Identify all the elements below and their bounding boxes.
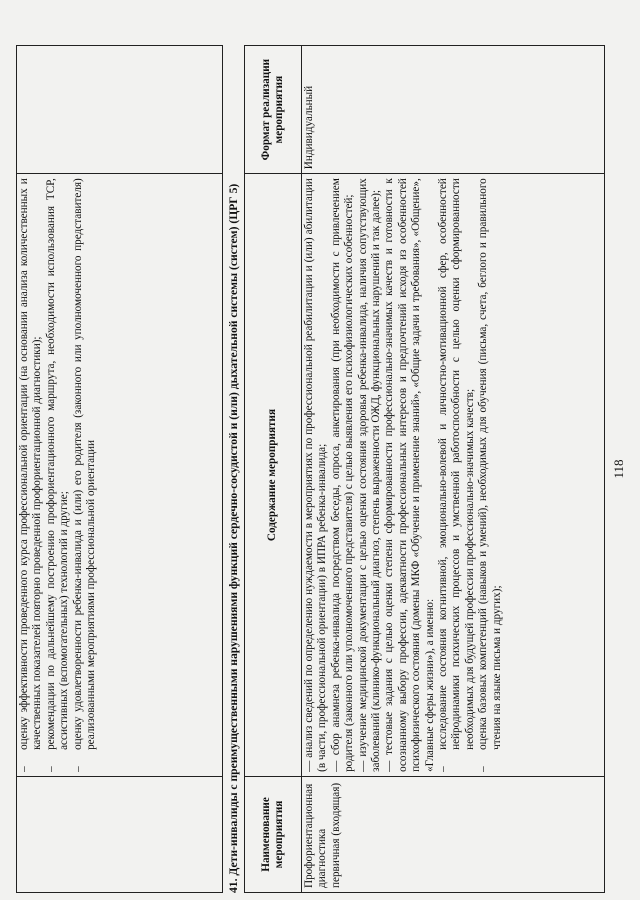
continued-format-cell bbox=[17, 46, 223, 174]
content-paragraph: — анализ сведений по определению нуждаемости в мероприятиях по профессиональной реабилитации и (или) абилитации (в части, профессиональной ориентации) в ИПРА ребенка-инвалида; bbox=[303, 178, 329, 772]
continued-item: – оценку эффективности проведенного курса профессиональной ориентации (на основании анализа количественных и качественных показателей повторно проведенной профориентационной диагностики); bbox=[18, 178, 44, 772]
continued-table bbox=[16, 45, 223, 893]
activity-table bbox=[244, 45, 605, 893]
sub-item: – исследование состояния когнитивной, эмоционально-волевой и личностно-мотивационной сфер, особенностей нейродинамики психических процессов и умственной работоспособности с целью оценки сформированности необходимых для будущей профессии профессионально-значимых качеств; bbox=[437, 178, 476, 772]
continued-item: – рекомендации по дальнейшему построению профориентационного маршрута, необходимости использования ТСР, ассистивных (вспомогательных) технологий и другие; bbox=[44, 178, 71, 772]
continued-item: – оценку удовлетворенности ребенка-инвалида и (или) его родителя (законного или уполномоченного представителя) реализованными мероприятиями профессиональной ориентации bbox=[71, 178, 98, 772]
content-paragraph: — сбор анамнеза ребенка-инвалида посредством беседы, опроса, анкетирования (при необходимости с привлечением родителя (законного или уполномоченного представителя) с целью выявления его психофизиологических особенностей; bbox=[329, 178, 356, 772]
row-name: Профориентационная диагностика первичная (входящая) bbox=[302, 776, 605, 892]
row-format: Индивидуальный bbox=[302, 46, 605, 174]
rotated-content bbox=[16, 29, 628, 893]
continued-name-cell bbox=[17, 776, 223, 892]
content-paragraph: — тестовые задания с целью оценки степени сформированности профессионально-значимых качеств и готовности к осознанному выбору профессии, адекватности профессиональных интересов и предпочтений исходя из особенностей психофизического состояния (домены МКФ «Обучение и применение знаний», «Общие задачи и требования», «Общение», «Главные сферы жизни»), а именно: bbox=[383, 178, 436, 772]
row-content bbox=[302, 174, 605, 777]
page-number: 118 bbox=[611, 459, 626, 479]
header-format: Формат реализации мероприятия bbox=[245, 46, 302, 174]
content-paragraph: — изучение медицинской документации с целью оценки состояния здоровья ребенка-инвалида, наличия сопутствующих заболеваний (клинико-функциональный диагноз, степень выраженности ОЖД, функциональных нарушений и так далее); bbox=[356, 178, 383, 772]
sub-item: – оценка базовых компетенций (навыков и умений), необходимых для обучения (письма, счета, беглого и правильного чтения на языке письма и других); bbox=[477, 178, 503, 772]
section-title: 41. Дети-инвалиды с преимущественными нарушениями функций сердечно-сосудистой и (или) дыхательной системы (систем) (ЦРГ 5) bbox=[227, 183, 240, 893]
continued-content-cell bbox=[17, 174, 223, 777]
header-name: Наименование мероприятия bbox=[245, 776, 302, 892]
header-content: Содержание мероприятия bbox=[245, 174, 302, 777]
